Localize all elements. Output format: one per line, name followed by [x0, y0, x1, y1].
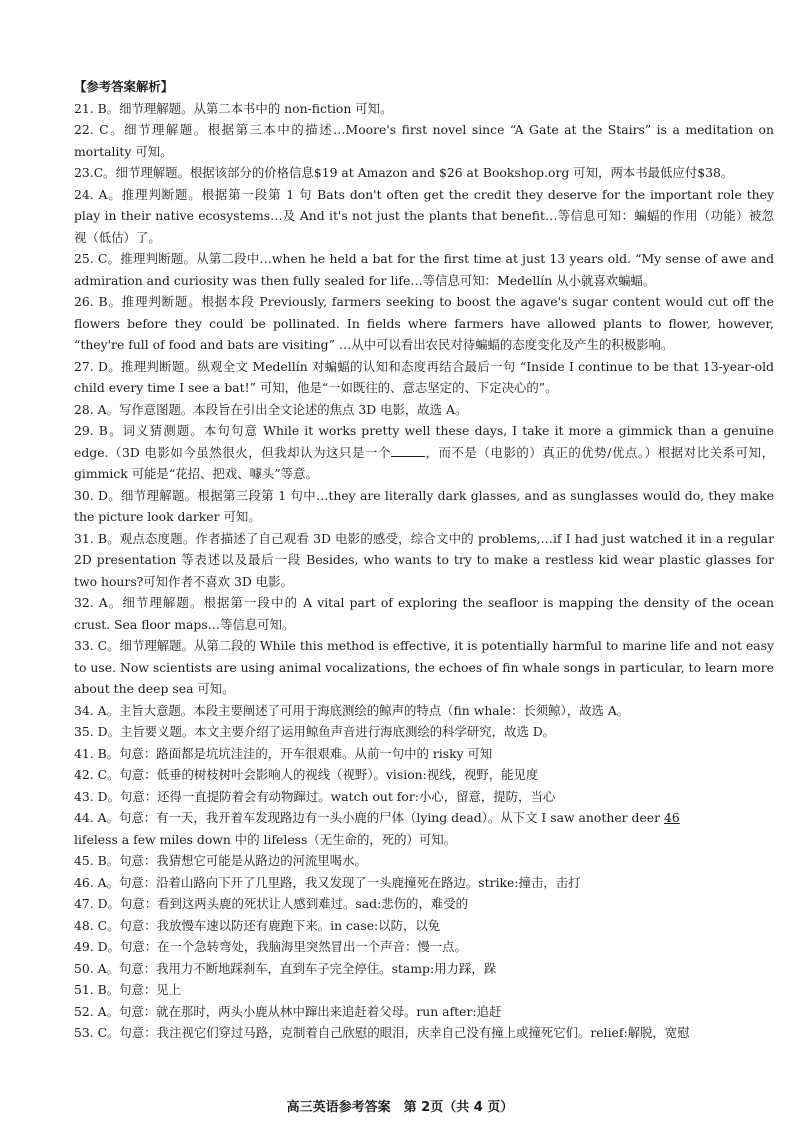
answer-49: 49. D。句意：在一个急转弯处，我脑海里突然冒出一个声音：慢一点。 [74, 939, 467, 954]
answer-29 [74, 420, 774, 485]
answer-27: 27. D。推理判断题。纵观全文 Medellín 对蝙蝠的认知和态度再结合最后一句 “Inside I continue to be that 13-year-old child every time I see a bat!” 可知，他是“一如既往的、意志坚定的、下定决心的”。 [74, 358, 774, 395]
answer-48: 48. C。句意：我放慢车速以防还有鹿跑下来。in case:以防，以免 [74, 917, 441, 933]
answer-45: 45. B。句意：我猜想它可能是从路边的河流里喝水。 [74, 853, 367, 868]
answer-29-text-before: 29. B。词义猜测题。本句句意 While it works pretty well these days, I take it more a gimmick than a genuine edge.（3D 电影如今虽然很火，但我却认为这只是一个 [74, 423, 774, 460]
answer-52: 52. A。句意：就在那时，两头小鹿从林中蹿出来追赶着父母。run after:追赶 [74, 1003, 502, 1019]
answer-28: 28. A。写作意图题。本段旨在引出全文论述的焦点 3D 电影，故选 A。 [74, 401, 468, 417]
answer-44-text-after: lifeless a few miles down 中的 lifeless（无生命的，死的）可知。 [74, 831, 457, 847]
answer-23: 23.C。细节理解题。根据该部分的价格信息$19 at Amazon and $26 at Bookshop.org 可知，两本书最低应付$38。 [74, 165, 734, 180]
answer-31: 31. B。观点态度题。作者描述了自己观看 3D 电影的感受，综合文中的 problems,…if I had just watched it in a regular 2D presentation 等表述以及最后一段 Besides, who wants to try to make a restless kid wear plastic glasses for two hours?可知作者不喜欢 3D 电影。 [74, 530, 774, 589]
answer-30: 30. D。细节理解题。根据第三段第 1 句中…they are literally dark glasses, and as sunglasses would do, they make the picture look darker 可知。 [74, 487, 774, 524]
page-footer: 高三英语参考答案 第 2页（共 4 页） [286, 1100, 514, 1115]
answer-29-text-after: ，而不是（电影的）真正的优势/优点。）根据对比关系可知，gimmick 可能是“花招、把戏、噱头”等意。 [74, 444, 774, 481]
answer-24: 24. A。推理判断题。根据第一段第 1 句 Bats don't often get the credit they deserve for the important role they play in their native ecosystems…及 And it's not just the plants that benefit…等信息可知：蝙蝠的作用（功能）被忽视（低估）了。 [74, 186, 774, 245]
answer-32: 32. A。细节理解题。根据第一段中的 A vital part of exploring the seafloor is mapping the density of the ocean crust. Sea floor maps…等信息可知。 [74, 595, 774, 632]
answer-43: 43. D。句意：还得一直提防着会有动物蹿过。watch out for:小心，留意，提防，当心 [74, 788, 556, 804]
answer-42: 42. C。句意：低垂的树枝树叶会影响人的视线（视野）。vision:视线，视野，能见度 [74, 767, 539, 782]
answer-29-blank [391, 443, 425, 457]
answer-44-blank-number: 46 [663, 810, 680, 825]
answer-51: 51. B。句意：见上 [74, 982, 182, 997]
answer-33: 33. C。细节理解题。从第二段的 While this method is effective, it is potentially harmful to marine life and not easy to use. Now scientists are using animal vocalizations, the echoes of fin whale songs in particular, to learn more about the deep sea 可知。 [74, 638, 774, 696]
answer-41: 41. B。句意：路面都是坑坑洼洼的，开车很艰难。从前一句中的 risky 可知 [74, 745, 493, 761]
answer-53: 53. C。句意：我注视它们穿过马路，克制着自己欣慰的眼泪，庆幸自己没有撞上或撞死它们。relief:解脱，宽慰 [74, 1025, 690, 1040]
answer-44 [74, 807, 774, 850]
answer-21: 21. B。细节理解题。从第二本书中的 non-fiction 可知。 [74, 100, 393, 116]
answer-50: 50. A。句意：我用力不断地踩刹车，直到车子完全停住。stamp:用力踩，跺 [74, 960, 497, 976]
answer-47: 47. D。句意：看到这两头鹿的死状让人感到难过。sad:悲伤的，难受的 [74, 896, 468, 911]
answer-25: 25. C。推理判断题。从第二段中…when he held a bat for the first time at just 13 years old. “My sense of awe and admiration and curiosity was then fully sealed for life…等信息可知：Medellín 从小就喜欢蝙蝠。 [74, 251, 774, 288]
section-heading: 【参考答案解析】 [74, 79, 174, 94]
answer-35: 35. D。主旨要义题。本文主要介绍了运用鲸鱼声音进行海底测绘的科学研究，故选 D。 [74, 724, 556, 739]
answer-26: 26. B。推理判断题。根据本段 Previously, farmers seeking to boost the agave's sugar content would cut off the flowers before they could be pollinated. In fields where farmers have allowed plants to flower, however, “they're full of food and bats are visiting” …从中可以看出农民对待蝙蝠的态度变化及产生的积极影响。 [74, 294, 774, 352]
answer-44-text-before: 44. A。句意：有一天，我开着车发现路边有一头小鹿的尸体（lying dead）。从下文 I saw another deer [74, 810, 664, 825]
answer-46: 46. A。句意：沿着山路向下开了几里路，我又发现了一头鹿撞死在路边。strike:撞击，击打 [74, 874, 581, 890]
answer-34: 34. A。主旨大意题。本段主要阐述了可用于海底测绘的鲸声的特点（fin whale：长须鲸），故选 A。 [74, 702, 630, 718]
answer-22: 22. C。细节理解题。根据第三本中的描述…Moore's first novel since “A Gate at the Stairs” is a meditation on mortality 可知。 [74, 122, 774, 159]
